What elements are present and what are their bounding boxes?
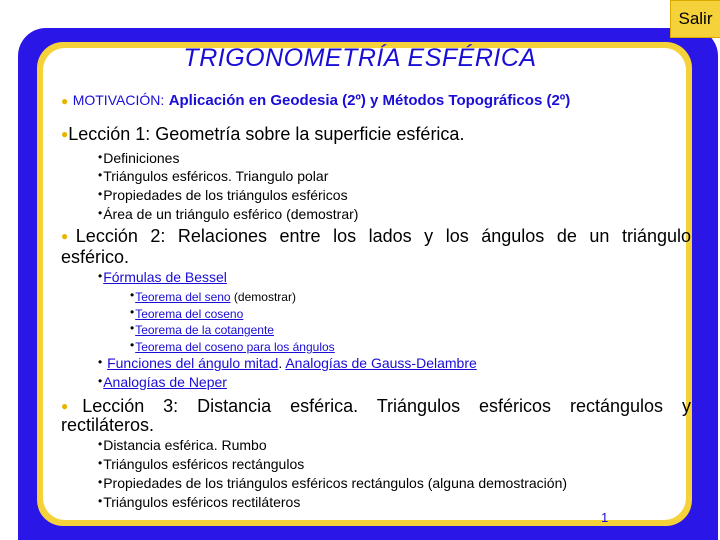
lesson1-item — [98, 168, 328, 184]
bullet-icon: • — [98, 150, 103, 164]
lesson1-heading-row — [61, 124, 464, 145]
motivation-text: Aplicación en Geodesia (2º) y Métodos Topográficos (2º) — [168, 92, 571, 109]
bullet-icon: • — [98, 187, 103, 201]
lesson1-item — [98, 206, 358, 222]
bullet-icon: • — [98, 456, 103, 470]
half-angle-item: • Funciones del ángulo mitad. Analogías de Gauss-Delambre — [98, 355, 477, 371]
neper-link[interactable]: Analogías de Neper — [103, 374, 227, 390]
half-angle-link[interactable]: Funciones del ángulo mitad — [107, 355, 279, 371]
lesson3-item-text: Distancia esférica. Rumbo — [103, 437, 267, 453]
lesson1-heading: Lección 1: Geometría sobre la superficie esférica. — [68, 124, 465, 144]
lesson3-heading-line1: Lección 3: Distancia esférica. Triángulos esféricos rectángulos y — [82, 396, 691, 416]
bullet-icon: ● — [61, 127, 69, 141]
theorem-item — [130, 338, 335, 354]
bessel-link[interactable]: Fórmulas de Bessel — [103, 269, 227, 285]
lesson3-item — [98, 494, 300, 510]
lesson1-item — [98, 150, 179, 166]
bullet-icon: • — [98, 494, 103, 508]
lesson3-item-text: Propiedades de los triángulos esféricos rectángulos (alguna demostración) — [103, 475, 568, 491]
exit-button[interactable]: Salir — [670, 0, 720, 38]
lesson3-item — [98, 437, 267, 453]
lesson2-heading-line2: esférico. — [61, 247, 130, 267]
page-number: 1 — [601, 510, 609, 525]
lesson1-item-text: Triángulos esféricos. Triangulo polar — [103, 168, 329, 184]
theorem-item — [130, 305, 243, 321]
bessel-item — [98, 269, 227, 285]
lesson2-heading — [61, 226, 691, 268]
bullet-icon: • — [130, 288, 135, 302]
theorem-note: (demostrar) — [230, 290, 296, 304]
theorem-link[interactable]: Teorema del coseno — [135, 307, 244, 321]
lesson3-item-text: Triángulos esféricos rectángulos — [103, 456, 305, 472]
bullet-icon: • — [98, 374, 103, 388]
gauss-delambre-link[interactable]: Analogías de Gauss-Delambre — [285, 355, 477, 371]
bullet-icon: ● — [61, 94, 69, 108]
bullet-icon: • — [98, 355, 103, 369]
bullet-icon: • — [130, 338, 135, 352]
motivation-label: MOTIVACIÓN: — [72, 92, 165, 108]
bullet-icon: • — [98, 168, 103, 182]
bullet-icon: ● — [61, 229, 76, 243]
lesson1-item — [98, 187, 348, 203]
bullet-icon: • — [130, 305, 135, 319]
theorem-item — [130, 321, 274, 337]
theorem-link[interactable]: Teorema de la cotangente — [135, 323, 274, 337]
theorem-link[interactable]: Teorema del seno — [135, 290, 231, 304]
motivation-line — [61, 92, 570, 110]
lesson3-item — [98, 456, 304, 472]
slide-title: TRIGONOMETRÍA ESFÉRICA — [183, 44, 537, 72]
bullet-icon: • — [98, 269, 103, 283]
bullet-icon: • — [130, 321, 135, 335]
lesson1-item-text: Propiedades de los triángulos esféricos — [103, 187, 348, 203]
lesson1-item-text: Área de un triángulo esférico (demostrar) — [103, 206, 359, 222]
bullet-icon: • — [98, 475, 103, 489]
bullet-icon: • — [98, 206, 103, 220]
lesson3-heading — [61, 396, 691, 438]
theorem-link[interactable]: Teorema del coseno para los ángulos — [135, 340, 335, 354]
lesson2-heading-line1: Lección 2: Relaciones entre los lados y los ángulos de un triángulo — [75, 226, 692, 246]
neper-item — [98, 374, 227, 390]
bullet-icon: ● — [61, 399, 83, 413]
lesson3-item — [98, 475, 567, 491]
lesson1-item-text: Definiciones — [103, 150, 180, 166]
lesson3-item-text: Triángulos esféricos rectiláteros — [103, 494, 301, 510]
bullet-icon: • — [98, 437, 103, 451]
lesson3-heading-line2: rectiláteros. — [61, 415, 155, 435]
theorem-item — [130, 288, 296, 304]
